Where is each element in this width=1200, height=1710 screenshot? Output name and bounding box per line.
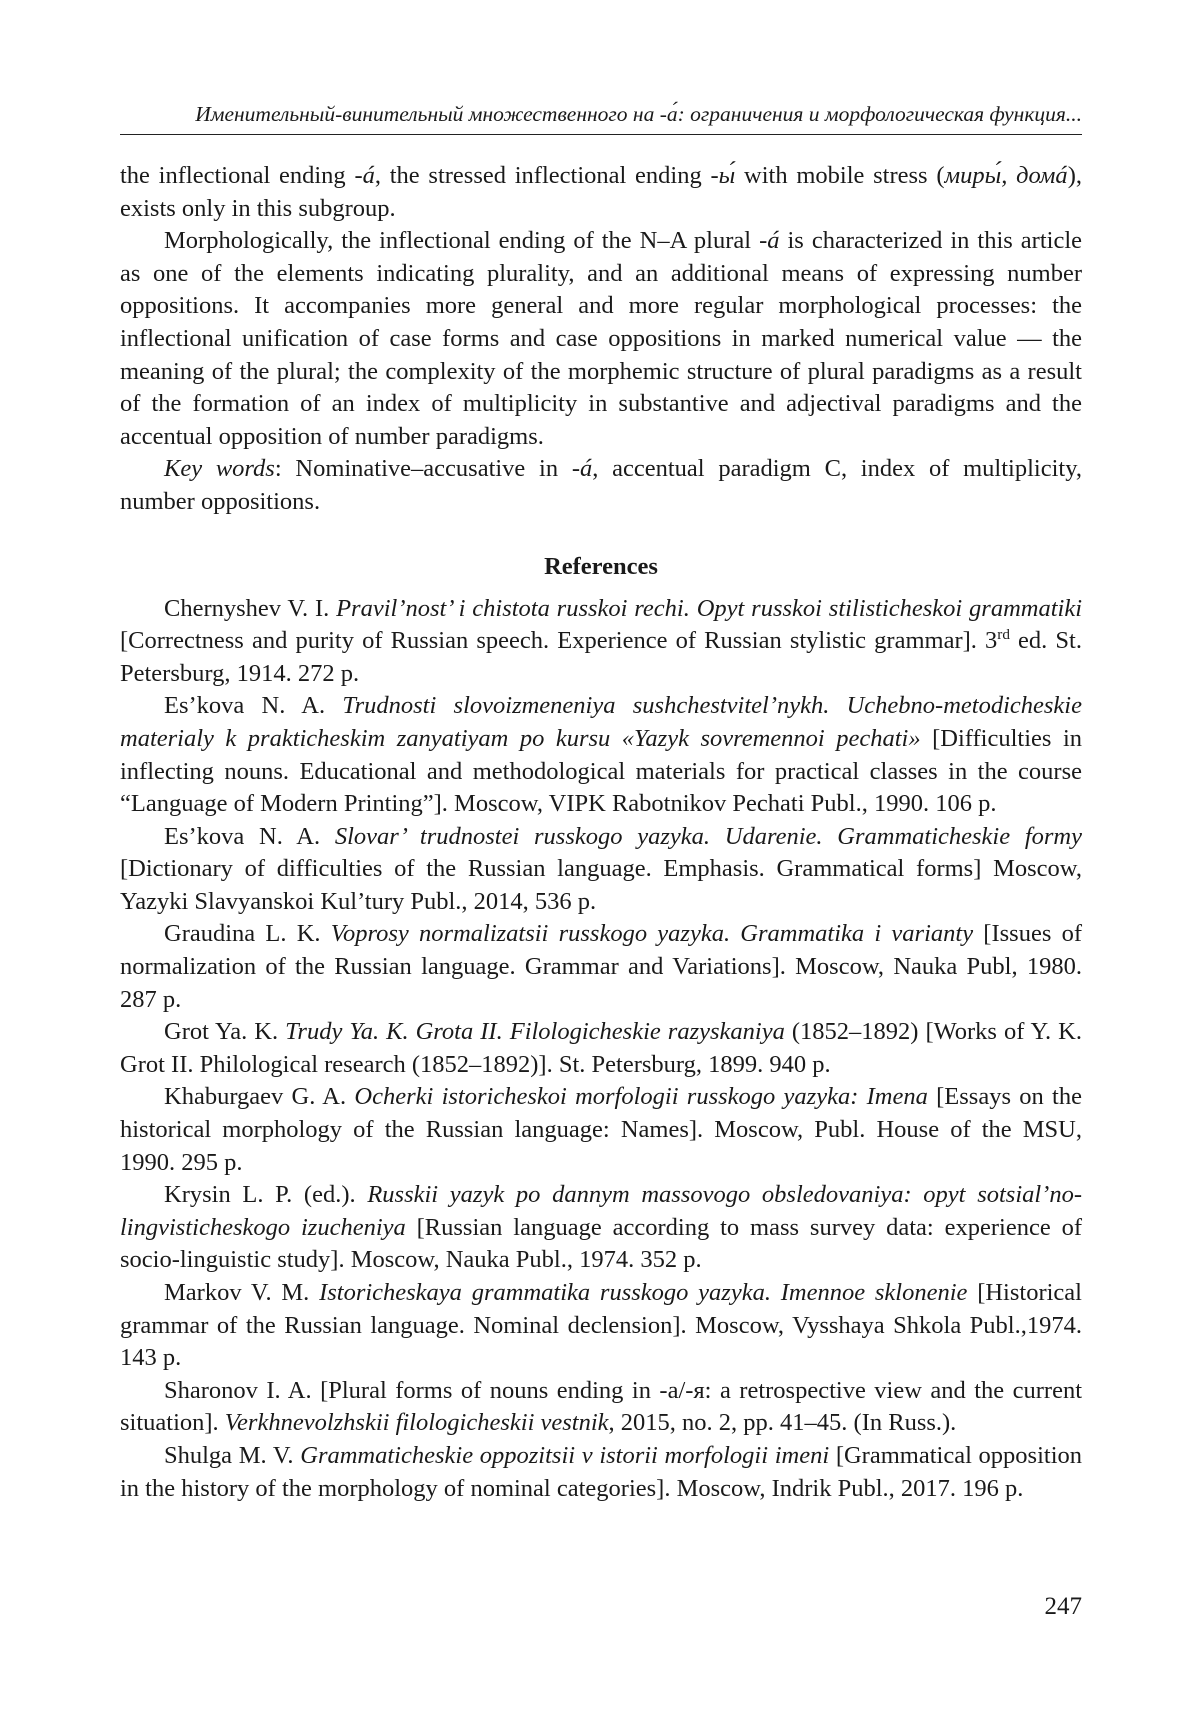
reference-details: ed. St. Petersburg, 1914. 272 p. bbox=[120, 627, 1082, 687]
reference-title: Trudy Ya. K. Grota II. Filologicheskie razyskaniya bbox=[285, 1018, 785, 1046]
reference-details: [Issues of normalization of the Russian language. Grammar and Variations]. Moscow, Nauka Publ, 1980. 287 p. bbox=[120, 920, 1082, 1013]
italic-term: -á bbox=[571, 455, 593, 483]
reference-author: Khaburgaev G. A. bbox=[164, 1083, 355, 1111]
reference-details: , 2015, no. 2, pp. 41–45. (In Russ.). bbox=[608, 1409, 957, 1437]
text-run: Morphologically, the inflectional ending of the N–A plural bbox=[164, 227, 760, 255]
reference-author: Shulga M. V. bbox=[164, 1441, 301, 1469]
reference-author: Sharonov I. A. [Plural forms of nouns ending in -а/-я: a retrospective view and the current situation]. bbox=[120, 1376, 1082, 1437]
italic-term: миры́, домá bbox=[944, 162, 1068, 189]
text-run: is characterized in this article as one of the elements indicating plurality, and an additional means of expressing number oppositions. It accompanies more general and more regular morphological processes: the inflectional unification of case forms and case oppositions in marked numerical value — the meaning of the plural; the complexity of the morphemic structure of plural paradigms as a result of the formation of an index of multiplicity in substantive and adjectival paradigms and the accentual opposition of number paradigms. bbox=[120, 227, 1082, 450]
reference-item bbox=[120, 1179, 1082, 1277]
reference-details: (1852–1892) [Works of Y. K. Grot II. Philological research (1852–1892)]. St. Petersburg, 1899. 940 p. bbox=[120, 1018, 1083, 1078]
running-head: Именительный-винительный множественного на -а́: ограничения и морфологическая функция... bbox=[195, 102, 1082, 126]
superscript: rd bbox=[997, 625, 1010, 643]
italic-term: -á bbox=[354, 162, 375, 189]
reference-item bbox=[120, 1081, 1082, 1179]
reference-author: Es’kova N. A. bbox=[164, 692, 343, 720]
reference-item bbox=[120, 1375, 1082, 1440]
reference-title: Verkhnevolzhskii filologicheskii vestnik bbox=[224, 1409, 609, 1437]
reference-details: [Essays on the historical morphology of the Russian language: Names]. Moscow, Publ. House of the MSU, 1990. 295 p. bbox=[120, 1083, 1082, 1176]
text-run: the inflectional ending bbox=[120, 162, 355, 189]
reference-title: Russkii yazyk po dannym massovogo obsledovaniya: opyt sotsial’no-lingvisticheskogo izucheniya bbox=[120, 1181, 1082, 1241]
reference-author: Chernyshev V. I. bbox=[164, 594, 337, 622]
text-run: : Nominative–accusative in bbox=[274, 455, 572, 483]
reference-item bbox=[120, 1277, 1082, 1375]
text-run: with mobile stress ( bbox=[735, 162, 945, 189]
page-number: 247 bbox=[1044, 1593, 1082, 1620]
reference-author: Grot Ya. K. bbox=[164, 1018, 286, 1046]
reference-details: [Historical grammar of the Russian language. Nominal declension]. Moscow, Vysshaya Shkola Publ.,1974. 143 p. bbox=[120, 1279, 1082, 1372]
reference-title: Ocherki istoricheskoi morfologii russkogo yazyka: Imena bbox=[354, 1083, 928, 1111]
text-run: ), exists only in this subgroup. bbox=[120, 162, 1082, 222]
italic-term: -á bbox=[759, 227, 780, 255]
reference-details: [Russian language according to mass survey data: experience of socio-linguistic study]. Moscow, Nauka Publ., 1974. 352 p. bbox=[120, 1213, 1082, 1274]
keywords-label: Key words bbox=[164, 455, 275, 483]
text-run: , the stressed inflectional ending bbox=[374, 162, 711, 189]
reference-title: Istoricheskaya grammatika russkogo yazyka. Imennoe sklonenie bbox=[319, 1279, 968, 1306]
reference-author: Krysin L. P. (ed.). bbox=[164, 1181, 368, 1209]
reference-item bbox=[120, 821, 1082, 919]
reference-author: Es’kova N. A. bbox=[164, 822, 335, 850]
keywords-paragraph bbox=[120, 453, 1082, 518]
reference-item bbox=[120, 1440, 1082, 1505]
reference-item bbox=[120, 593, 1082, 691]
reference-item bbox=[120, 918, 1082, 1016]
header-rule bbox=[120, 134, 1082, 135]
main-content bbox=[120, 160, 1082, 1505]
reference-title: Voprosy normalizatsii russkogo yazyka. Grammatika i varianty bbox=[330, 920, 974, 948]
references-heading: References bbox=[544, 552, 658, 580]
abstract-paragraph-2 bbox=[120, 225, 1082, 453]
reference-details: [Difficulties in inflecting nouns. Educational and methodological materials for practical classes in the course “Language of Modern Printing”]. Moscow, VIPK Rabotnikov Pechati Publ., 1990. 106 p. bbox=[120, 724, 1082, 818]
reference-title: Slovar’ trudnostei russkogo yazyka. Udarenie. Grammaticheskie formy bbox=[334, 822, 1082, 850]
text-run: , accentual paradigm C, index of multiplicity, number oppositions. bbox=[120, 455, 1082, 515]
reference-details: [Grammatical opposition in the history of the morphology of nominal categories]. Moscow, Indrik Publ., 2017. 196 p. bbox=[120, 1441, 1083, 1502]
reference-item bbox=[120, 1016, 1082, 1081]
reference-details: [Dictionary of difficulties of the Russian language. Emphasis. Grammatical forms] Moscow, Yazyki Slavyanskoi Kul’tury Publ., 2014, 536 p. bbox=[120, 855, 1082, 915]
abstract-paragraph-1 bbox=[120, 160, 1082, 225]
reference-author: Graudina L. K. bbox=[164, 920, 331, 948]
reference-title: Grammaticheskie oppozitsii v istorii morfologii imeni bbox=[300, 1441, 830, 1469]
reference-title: Trudnosti slovoizmeneniya sushchestvitel’nykh. Uchebno-metodicheskie materialy k prakticheskim zanyatiyam po kursu «Yazyk sovremennoi pechati» bbox=[120, 692, 1082, 752]
reference-item bbox=[120, 690, 1082, 820]
reference-author: Markov V. M. bbox=[164, 1279, 320, 1306]
italic-term: -ы́ bbox=[710, 162, 736, 189]
reference-details: [Correctness and purity of Russian speech. Experience of Russian stylistic grammar]. 3 bbox=[120, 627, 998, 655]
reference-title: Pravil’nost’ i chistota russkoi rechi. Opyt russkoi stilisticheskoi grammatiki bbox=[336, 594, 1082, 622]
